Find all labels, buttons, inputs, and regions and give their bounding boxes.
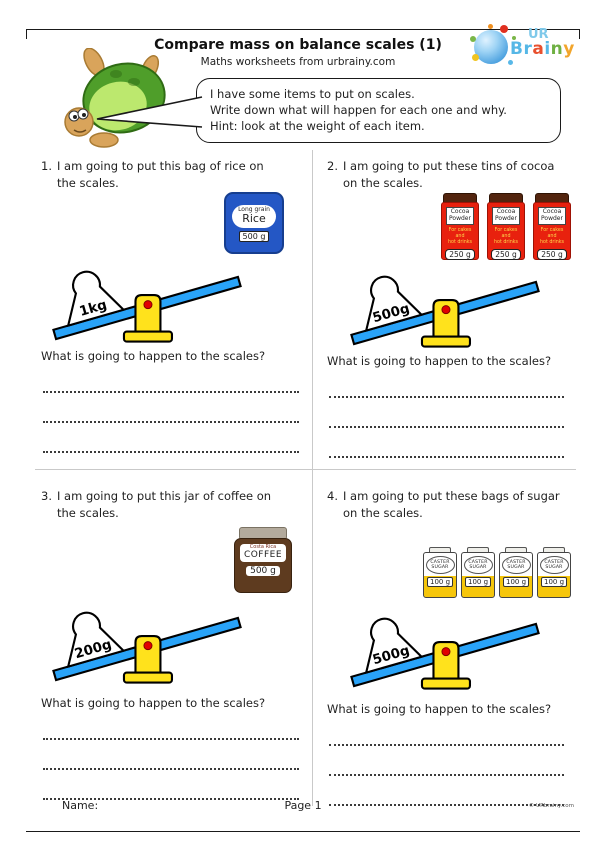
sugar-label: CASTER SUGAR — [426, 556, 455, 574]
balance-scale-illustration — [51, 260, 243, 344]
questions-grid — [35, 150, 576, 792]
question-number: 4. — [327, 489, 338, 503]
rice-mass-label: 500 g — [239, 231, 270, 242]
coffee-mass-label: 500 g — [246, 566, 280, 576]
answer-line — [329, 428, 564, 458]
rice-label: Long grain Rice — [232, 205, 276, 228]
scale-base — [124, 673, 172, 683]
item-row — [41, 192, 310, 254]
cocoa-label: Cocoa Powder — [446, 207, 474, 225]
speech-bubble — [196, 78, 561, 143]
cocoa-mass-label: 250 g — [537, 249, 566, 260]
answer-line — [329, 398, 564, 428]
cocoa-tin-image — [441, 193, 479, 260]
scale-pivot-dot — [442, 306, 450, 314]
scale-base — [124, 332, 172, 342]
question-2-text: 2. I am going to put these tins of cocoa on the scales. — [327, 159, 555, 190]
scale-base — [422, 679, 470, 689]
logo-ur: UR — [528, 27, 549, 42]
question-number: 2. — [327, 159, 338, 173]
cocoa-label: Cocoa Powder — [538, 207, 566, 225]
logo-globe-icon — [474, 30, 508, 64]
weight-label: 500g — [371, 301, 412, 327]
sugar-bag-image — [423, 547, 457, 598]
cocoa-mass-label: 250 g — [491, 249, 520, 260]
page-subtitle: Maths worksheets from urbrainy.com — [200, 56, 396, 68]
speech-line: Hint: look at the weight of each item. — [210, 119, 425, 134]
question-1-text: 1. I am going to put this bag of rice on the scales. — [41, 159, 264, 190]
cocoa-tin-image — [533, 193, 571, 260]
question-3-text: 3. I am going to put this jar of coffee on the scales. — [41, 489, 272, 520]
scale-pivot-dot — [442, 648, 450, 656]
sugar-mass-label: 100 g — [503, 577, 529, 587]
sugar-label: CASTER SUGAR — [540, 556, 569, 574]
weight-label: 1kg — [77, 298, 109, 321]
question-prompt: What is going to happen to the scales? — [41, 695, 266, 710]
copyright-text: © URbrainy.com — [528, 803, 574, 809]
question-1-section — [35, 150, 313, 470]
question-4-section — [313, 470, 576, 806]
cocoa-mass-label: 250 g — [445, 249, 474, 260]
speech-line: I have some items to put on scales. — [210, 87, 415, 101]
weight-label: 200g — [73, 637, 114, 663]
header — [140, 37, 456, 68]
sugar-label: CASTER SUGAR — [464, 556, 493, 574]
answer-line — [43, 740, 299, 770]
urbrainy-logo — [468, 26, 578, 72]
answer-line — [43, 393, 299, 423]
answer-line — [329, 716, 564, 746]
answer-line — [329, 368, 564, 398]
scale-pivot-dot — [144, 642, 152, 650]
question-3-section — [35, 470, 313, 806]
balance-scale-illustration — [51, 601, 243, 685]
item-row — [327, 547, 574, 603]
sugar-mass-label: 100 g — [541, 577, 567, 587]
coffee-jar-image — [234, 527, 292, 593]
cocoa-sub-label: For cakes and hot drinks — [493, 228, 519, 246]
sugar-label: CASTER SUGAR — [502, 556, 531, 574]
question-number: 1. — [41, 159, 52, 173]
sugar-mass-label: 100 g — [427, 577, 453, 587]
scale-base — [422, 337, 470, 347]
question-prompt: What is going to happen to the scales? — [41, 348, 266, 363]
question-number: 3. — [41, 489, 52, 503]
speech-bubble-tail — [94, 92, 204, 134]
question-4-text: 4. I am going to put these bags of sugar on the scales. — [327, 489, 560, 520]
bottom-rule — [26, 831, 580, 832]
weight-label: 500g — [371, 643, 412, 669]
answer-line — [43, 423, 299, 453]
scale-pivot-dot — [144, 301, 152, 309]
page-number: Page 1 — [284, 799, 322, 812]
item-row — [327, 193, 574, 263]
question-prompt: What is going to happen to the scales? — [327, 353, 552, 368]
cocoa-label: Cocoa Powder — [492, 207, 520, 225]
sugar-bag-image — [461, 547, 495, 598]
sugar-mass-label: 100 g — [465, 577, 491, 587]
page-title: Compare mass on balance scales (1) — [154, 37, 442, 53]
answer-line — [43, 363, 299, 393]
answer-line — [43, 710, 299, 740]
logo-brainy: Brainy — [510, 39, 575, 59]
balance-scale-illustration — [349, 607, 541, 691]
cocoa-sub-label: For cakes and hot drinks — [539, 228, 565, 246]
coffee-label: Costa Rica COFFEE — [240, 544, 286, 561]
question-2-section — [313, 150, 576, 470]
answer-line — [43, 770, 299, 800]
speech-line: Write down what will happen for each one and why. — [210, 103, 507, 118]
cocoa-sub-label: For cakes and hot drinks — [447, 228, 473, 246]
question-prompt: What is going to happen to the scales? — [327, 701, 552, 716]
item-row — [41, 527, 310, 597]
answer-line — [329, 746, 564, 776]
sugar-bag-image — [537, 547, 571, 598]
cocoa-tin-image — [487, 193, 525, 260]
name-label: Name: — [62, 799, 99, 812]
rice-bag-image — [224, 192, 284, 254]
sugar-bag-image — [499, 547, 533, 598]
balance-scale-illustration — [349, 265, 541, 349]
logo-text — [510, 28, 575, 58]
